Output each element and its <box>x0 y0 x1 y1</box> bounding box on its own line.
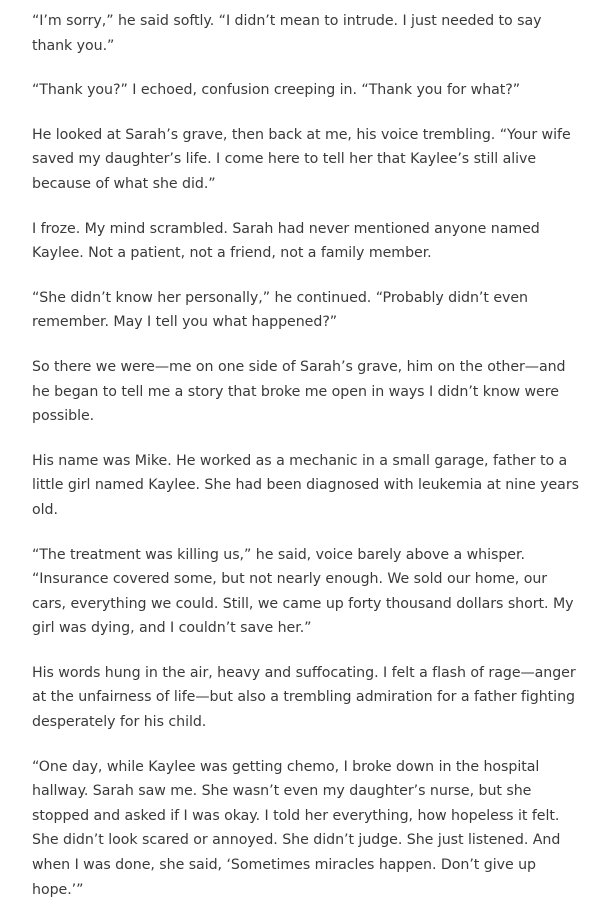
paragraph: “Thank you?” I echoed, confusion creeping in. “Thank you for what?” <box>32 82 521 99</box>
paragraph: His name was Mike. He worked as a mechanic in a small garage, father to a little girl named Kaylee. She had been diagnosed with leukemia at nine years old. <box>32 452 579 518</box>
paragraph: His words hung in the air, heavy and suffocating. I felt a flash of rage—anger at the unfairness of life—but also a trembling admiration for a father fighting desperately for his child. <box>32 664 576 731</box>
paragraph: “I’m sorry,” he said softly. “I didn’t mean to intrude. I just needed to say thank you.” <box>32 13 542 54</box>
paragraph: He looked at Sarah’s grave, then back at me, his voice trembling. “Your wife saved my daughter’s life. I come here to tell her that Kaylee’s still alive because of what she did.” <box>32 126 571 192</box>
paragraph: So there we were—me on one side of Sarah’s grave, him on the other—and he began to tell me a story that broke me open in ways I didn’t know were possible. <box>32 358 566 425</box>
paragraph: I froze. My mind scrambled. Sarah had never mentioned anyone named Kaylee. Not a patient, not a friend, not a family member. <box>32 220 540 262</box>
paragraph: “She didn’t know her personally,” he continued. “Probably didn’t even remember. May I tell you what happened?” <box>32 289 528 331</box>
paragraph: “The treatment was killing us,” he said, voice barely above a whisper. “Insurance covered some, but not nearly enough. We sold our home, our cars, everything we could. Still, we came up forty thousand dollars short. My girl was dying, and I couldn’t save her.” <box>32 546 574 637</box>
article-body <box>32 9 580 922</box>
paragraph: “One day, while Kaylee was getting chemo, I broke down in the hospital hallway. Sarah saw me. She wasn’t even my daughter’s nurse, but she stopped and asked if I was okay. I told her everything, how hopeless it felt. She didn’t look scared or annoyed. She didn’t judge. She just listened. And when I was done, she said, ‘Sometimes miracles happen. Don’t give up hope.’” <box>32 758 561 898</box>
